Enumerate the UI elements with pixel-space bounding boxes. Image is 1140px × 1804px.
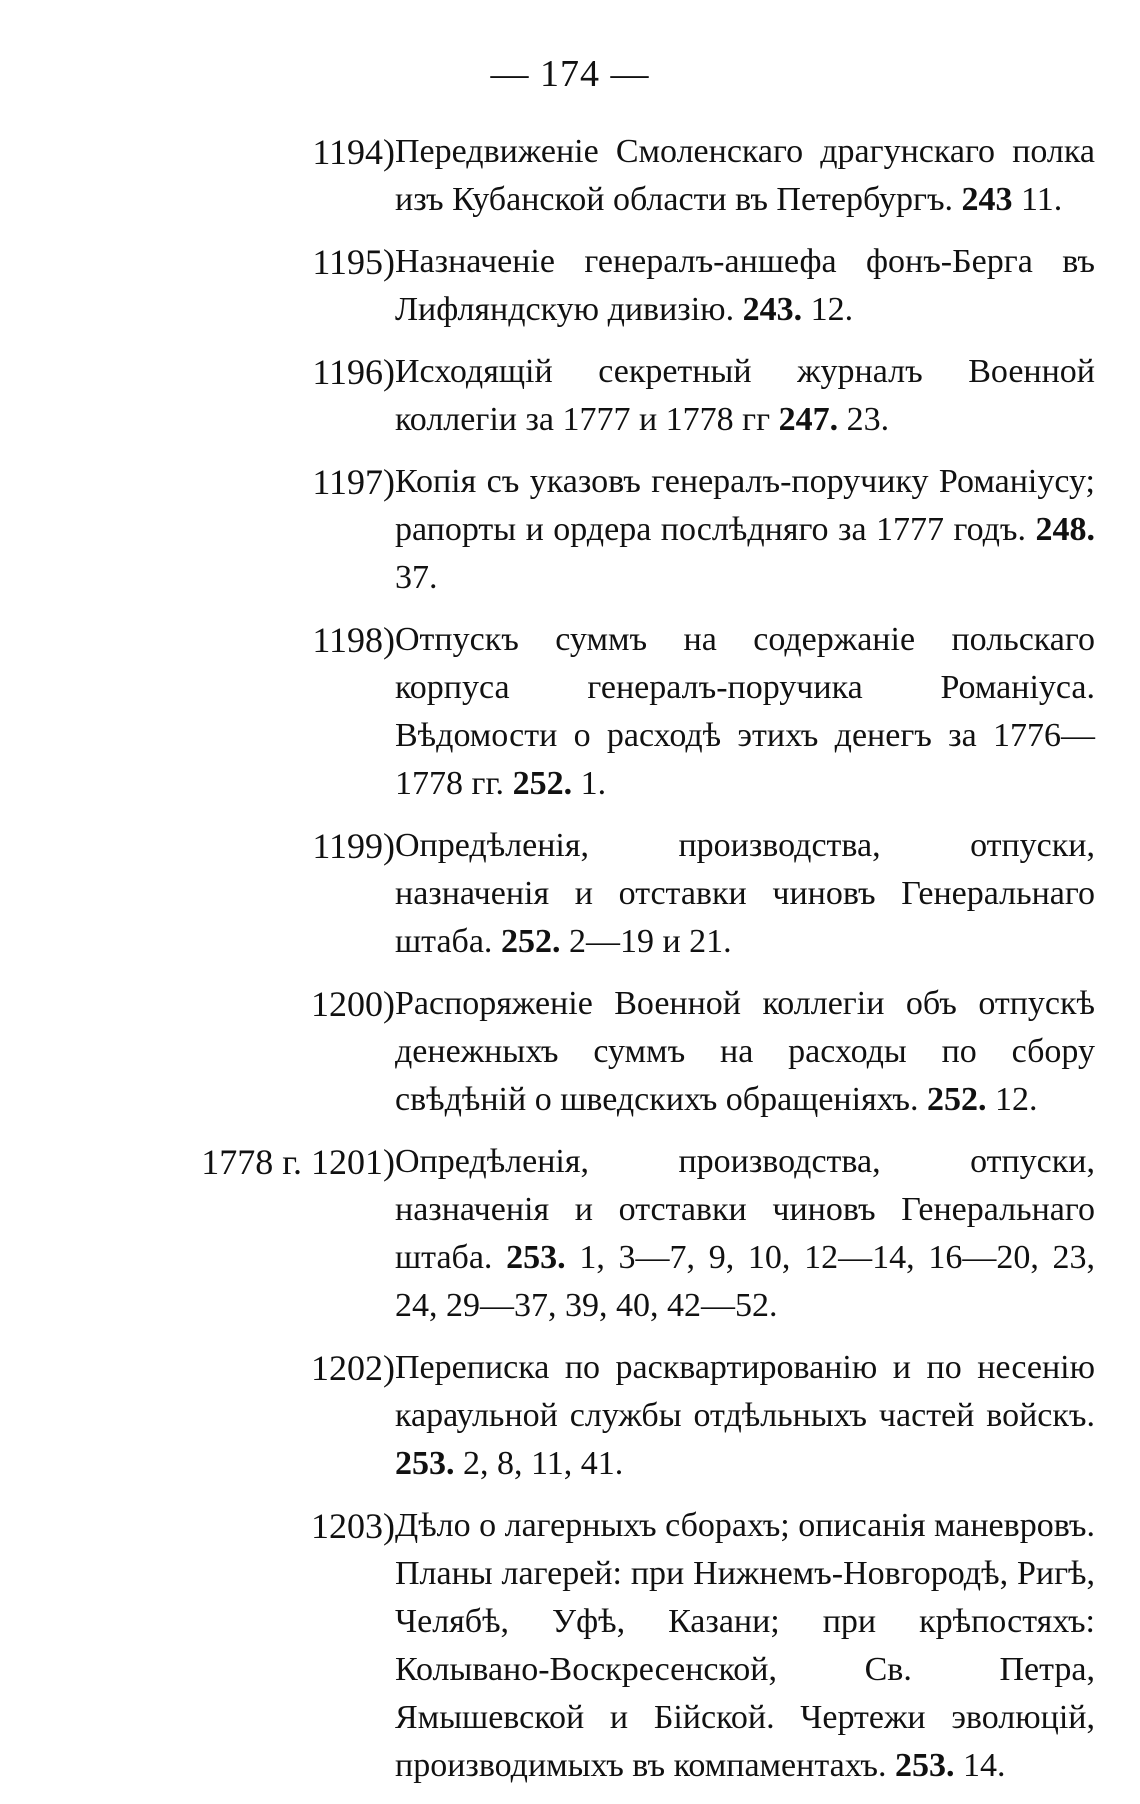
entry-ref-page: 243 <box>961 181 1013 218</box>
entry-text: Передвиженіе Смоленскаго драгунскаго полка изъ Кубанской области въ Петербургъ. <box>395 133 1095 218</box>
entry-text: Дѣло о лагерныхъ сборахъ; описанія маневровъ. Планы лагерей: при Нижнемъ-Новгородѣ, Ригѣ, Челябѣ, Уфѣ, Казани; при крѣпостяхъ: Колывано-Воскресенской, Св. Петра, Ямышевской и Бійской. Чертежи эволюцій, производимыхъ въ компаментахъ. <box>395 1507 1095 1784</box>
entry-text: Опредѣленія, производства, отпуски, назначенія и отставки чиновъ Генеральнаго штаба. <box>395 827 1095 960</box>
entry-ref-page: 248. <box>1035 511 1095 548</box>
entry-body <box>395 458 1095 602</box>
entry-number: 1199) <box>312 826 395 866</box>
entry-ref-page: 253. <box>395 1445 455 1482</box>
entry-number: 1203) <box>311 1506 395 1546</box>
entry-ref-items: 1. <box>580 765 607 802</box>
entry-text: Назначеніе генералъ-аншефа фонъ-Берга въ Лифляндскую дивизію. <box>395 243 1095 328</box>
entry-ref-page: 252. <box>927 1081 987 1118</box>
entry-number: 1200) <box>311 984 395 1024</box>
entry-number: 1202) <box>311 1348 395 1388</box>
entry-ref-items: 12. <box>810 291 854 328</box>
list-item <box>0 1502 1140 1790</box>
entry-list <box>0 128 1140 1804</box>
entry-ref-page: 247. <box>778 401 839 438</box>
entry-number: 1194) <box>312 132 395 172</box>
entry-ref-items: 1, 3—7, 9, 10, 12—14, 16—20, 23, 24, 29—37, 39, 40, 42—52. <box>395 1239 1096 1324</box>
entry-number: 1778 г. 1201) <box>201 1142 395 1182</box>
entry-ref-page: 252. <box>512 765 573 802</box>
entry-text: Опредѣленія, производства, отпуски, назначенія и отставки чиновъ Генеральнаго штаба. <box>395 1143 1095 1276</box>
entry-text: Переписка по расквартированію и по несенію караульной службы отдѣльныхъ частей войскъ. <box>395 1349 1095 1434</box>
list-item <box>0 348 1140 444</box>
entry-body <box>395 1138 1095 1330</box>
list-item <box>0 822 1140 966</box>
entry-text: Копія съ указовъ генералъ-поручику Романіусу; рапорты и ордера послѣдняго за 1777 годъ. <box>395 463 1095 548</box>
entry-body <box>395 128 1095 224</box>
list-item <box>0 1138 1140 1330</box>
entry-ref-items: 2—19 и 21. <box>568 923 732 960</box>
entry-body <box>395 980 1095 1124</box>
entry-number: 1198) <box>312 620 395 660</box>
entry-ref-page: 253. <box>506 1239 566 1276</box>
entry-ref-items: 37. <box>395 559 438 596</box>
entry-ref-items: 11. <box>1021 181 1063 218</box>
entry-body <box>395 1344 1095 1488</box>
list-item <box>0 458 1140 602</box>
list-item <box>0 128 1140 224</box>
list-item <box>0 1344 1140 1488</box>
entry-ref-items: 2, 8, 11, 41. <box>463 1445 624 1482</box>
entry-text: Отпускъ суммъ на содержаніе польскаго корпуса генералъ-поручика Романіуса. Вѣдомости о расходѣ этихъ денегъ за 1776—1778 гг. <box>395 621 1095 802</box>
entry-ref-items: 23. <box>846 401 890 438</box>
entry-body <box>395 238 1095 334</box>
list-item <box>0 238 1140 334</box>
entry-number: 1196) <box>312 352 395 392</box>
entry-ref-items: 14. <box>963 1747 1006 1784</box>
entry-number: 1197) <box>312 462 395 502</box>
page-number: — 174 — <box>490 53 650 95</box>
entry-text: Распоряженіе Военной коллегіи объ отпускѣ денежныхъ суммъ на расходы по сбору свѣдѣній о шведскихъ обращеніяхъ. <box>395 985 1095 1118</box>
entry-ref-page: 253. <box>895 1747 955 1784</box>
entry-ref-page: 252. <box>500 923 561 960</box>
entry-body <box>395 822 1095 966</box>
entry-body <box>395 616 1095 808</box>
entry-text: Исходящій секретный журналъ Военной коллегіи за 1777 и 1778 гг <box>395 353 1095 438</box>
entry-ref-page: 243. <box>742 291 803 328</box>
entry-body <box>395 1502 1095 1790</box>
list-item <box>0 980 1140 1124</box>
entry-number: 1195) <box>312 242 395 282</box>
entry-body <box>395 348 1095 444</box>
entry-ref-items: 12. <box>995 1081 1038 1118</box>
list-item <box>0 616 1140 808</box>
